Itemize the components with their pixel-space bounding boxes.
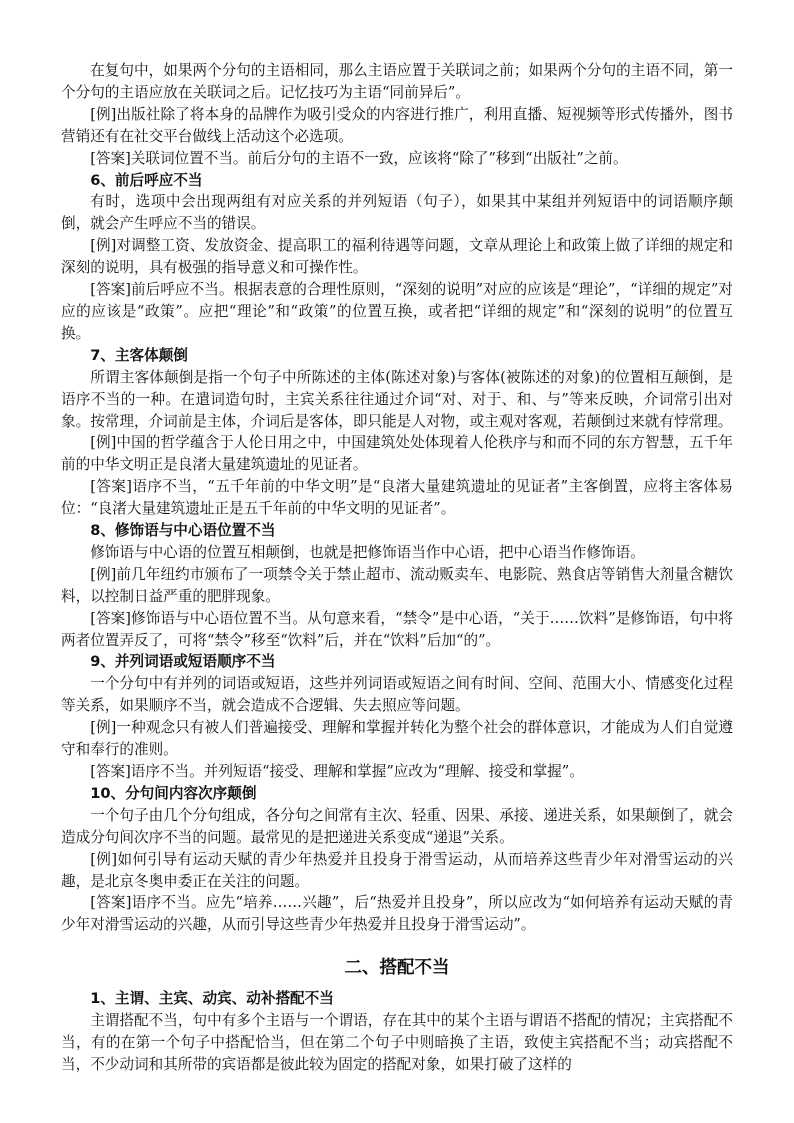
answer-paragraph: [答案]语序不当，“五千年前的中华文明”是“良渚大量建筑遗址的见证者”主客倒置，应将主客体易位：“良渚大量建筑遗址正是五千年前的中华文明的见证者”。	[61, 478, 733, 518]
example-paragraph: [例]中国的哲学蕴含于人伦日用之中，中国建筑处处体现着人伦秩序与和而不同的东方智慧，五千年前的中华文明正是良渚大量建筑遗址的见证者。	[61, 434, 733, 474]
body-paragraph: 有时，选项中会出现两组有对应关系的并列短语（句子），如果其中某组并列短语中的词语顺序颠倒，就会产生呼应不当的错误。	[61, 193, 733, 233]
document-page	[61, 60, 733, 1076]
subsection-heading: 1、主谓、主宾、动宾、动补搭配不当	[90, 990, 334, 1008]
answer-paragraph: [答案]语序不当。并列短语“接受、理解和掌握”应改为“理解、接受和掌握”。	[90, 763, 584, 780]
example-paragraph: [例]前几年纽约市颁布了一项禁令关于禁止超市、流动贩卖车、电影院、熟食店等销售大剂量含糖饮料，以控制日益严重的肥胖现象。	[61, 565, 733, 605]
answer-paragraph: [答案]语序不当。应先“培养……兴趣”，后“热爱并且投身”，所以应改为“如何培养有运动天赋的青少年对滑雪运动的兴趣，从而引导这些青少年热爱并且投身于滑雪运动”。	[61, 894, 733, 934]
body-paragraph: 一个句子由几个分句组成，各分句之间常有主次、轻重、因果、承接、递进关系，如果颠倒了，就会造成分句间次序不当的问题。最常见的是把递进关系变成“递退”关系。	[61, 806, 733, 846]
body-paragraph: 所谓主客体颠倒是指一个句子中所陈述的主体(陈述对象)与客体(被陈述的对象)的位置相互颠倒，是语序不当的一种。在遣词造句时，主宾关系往往通过介词“对、对于、和、与”等来反映，介词常引出对象。按常理，介词前是主体，介词后是客体，即只能是人对物，或主观对客观，若颠倒过来就有悖常理。	[61, 368, 733, 430]
answer-paragraph: [答案]修饰语与中心语位置不当。从句意来看，“禁令”是中心语，“关于……饮料”是修饰语，句中将两者位置弄反了，可将“禁令”移至“饮料”后，并在“饮料”后加“的”。	[61, 609, 733, 649]
subsection-heading: 6、前后呼应不当	[90, 171, 203, 189]
example-paragraph: [例]出版社除了将本身的品牌作为吸引受众的内容进行推广，利用直播、短视频等形式传播外，图书营销还有在社交平台做线上活动这个必选项。	[61, 105, 733, 145]
subsection-heading: 8、修饰语与中心语位置不当	[90, 522, 276, 540]
subsection-heading: 7、主客体颠倒	[90, 346, 188, 364]
answer-paragraph: [答案]前后呼应不当。根据表意的合理性原则，“深刻的说明”对应的应该是“理论”，“详细的规定”对应的应该是“政策”。应把“理论”和“政策”的位置互换，或者把“详细的规定”和“深刻的说明”的位置互换。	[61, 281, 733, 342]
subsection-heading: 9、并列词语或短语顺序不当	[90, 653, 276, 671]
example-paragraph: [例]如何引导有运动天赋的青少年热爱并且投身于滑雪运动，从而培养这些青少年对滑雪运动的兴趣，是北京冬奥申委正在关注的问题。	[61, 850, 733, 890]
body-paragraph: 主谓搭配不当，句中有多个主语与一个谓语，存在其中的某个主语与谓语不搭配的情况；主宾搭配不当，有的在第一个句子中搭配恰当，但在第二个句子中则暗换了主语，致使主宾搭配不当；动宾搭配不当，不少动词和其所带的宾语都是彼此较为固定的搭配对象，如果打破了这样的	[61, 1012, 733, 1073]
answer-paragraph: [答案]关联词位置不当。前后分句的主语不一致，应该将“除了”移到“出版社”之前。	[90, 149, 628, 167]
body-paragraph: 修饰语与中心语的位置互相颠倒，也就是把修饰语当作中心语，把中心语当作修饰语。	[90, 543, 645, 561]
example-paragraph: [例]一种观念只有被人们普遍接受、理解和掌握并转化为整个社会的群体意识，才能成为人们自觉遵守和奉行的准则。	[61, 719, 733, 759]
example-paragraph: [例]对调整工资、发放资金、提高职工的福利待遇等问题，文章从理论上和政策上做了详细的规定和深刻的说明，具有极强的指导意义和可操作性。	[61, 237, 733, 277]
subsection-heading: 10、分句间内容次序颠倒	[90, 784, 257, 802]
body-paragraph: 一个分句中有并列的词语或短语，这些并列词语或短语之间有时间、空间、范围大小、情感变化过程等关系，如果顺序不当，就会造成不合逻辑、失去照应等问题。	[61, 675, 733, 715]
section-title: 二、搭配不当	[344, 958, 450, 979]
body-paragraph: 在复句中，如果两个分句的主语相同，那么主语应置于关联词之前；如果两个分句的主语不同，第一个分句的主语应放在关联词之后。记忆技巧为主语“同前异后”。	[61, 62, 733, 101]
